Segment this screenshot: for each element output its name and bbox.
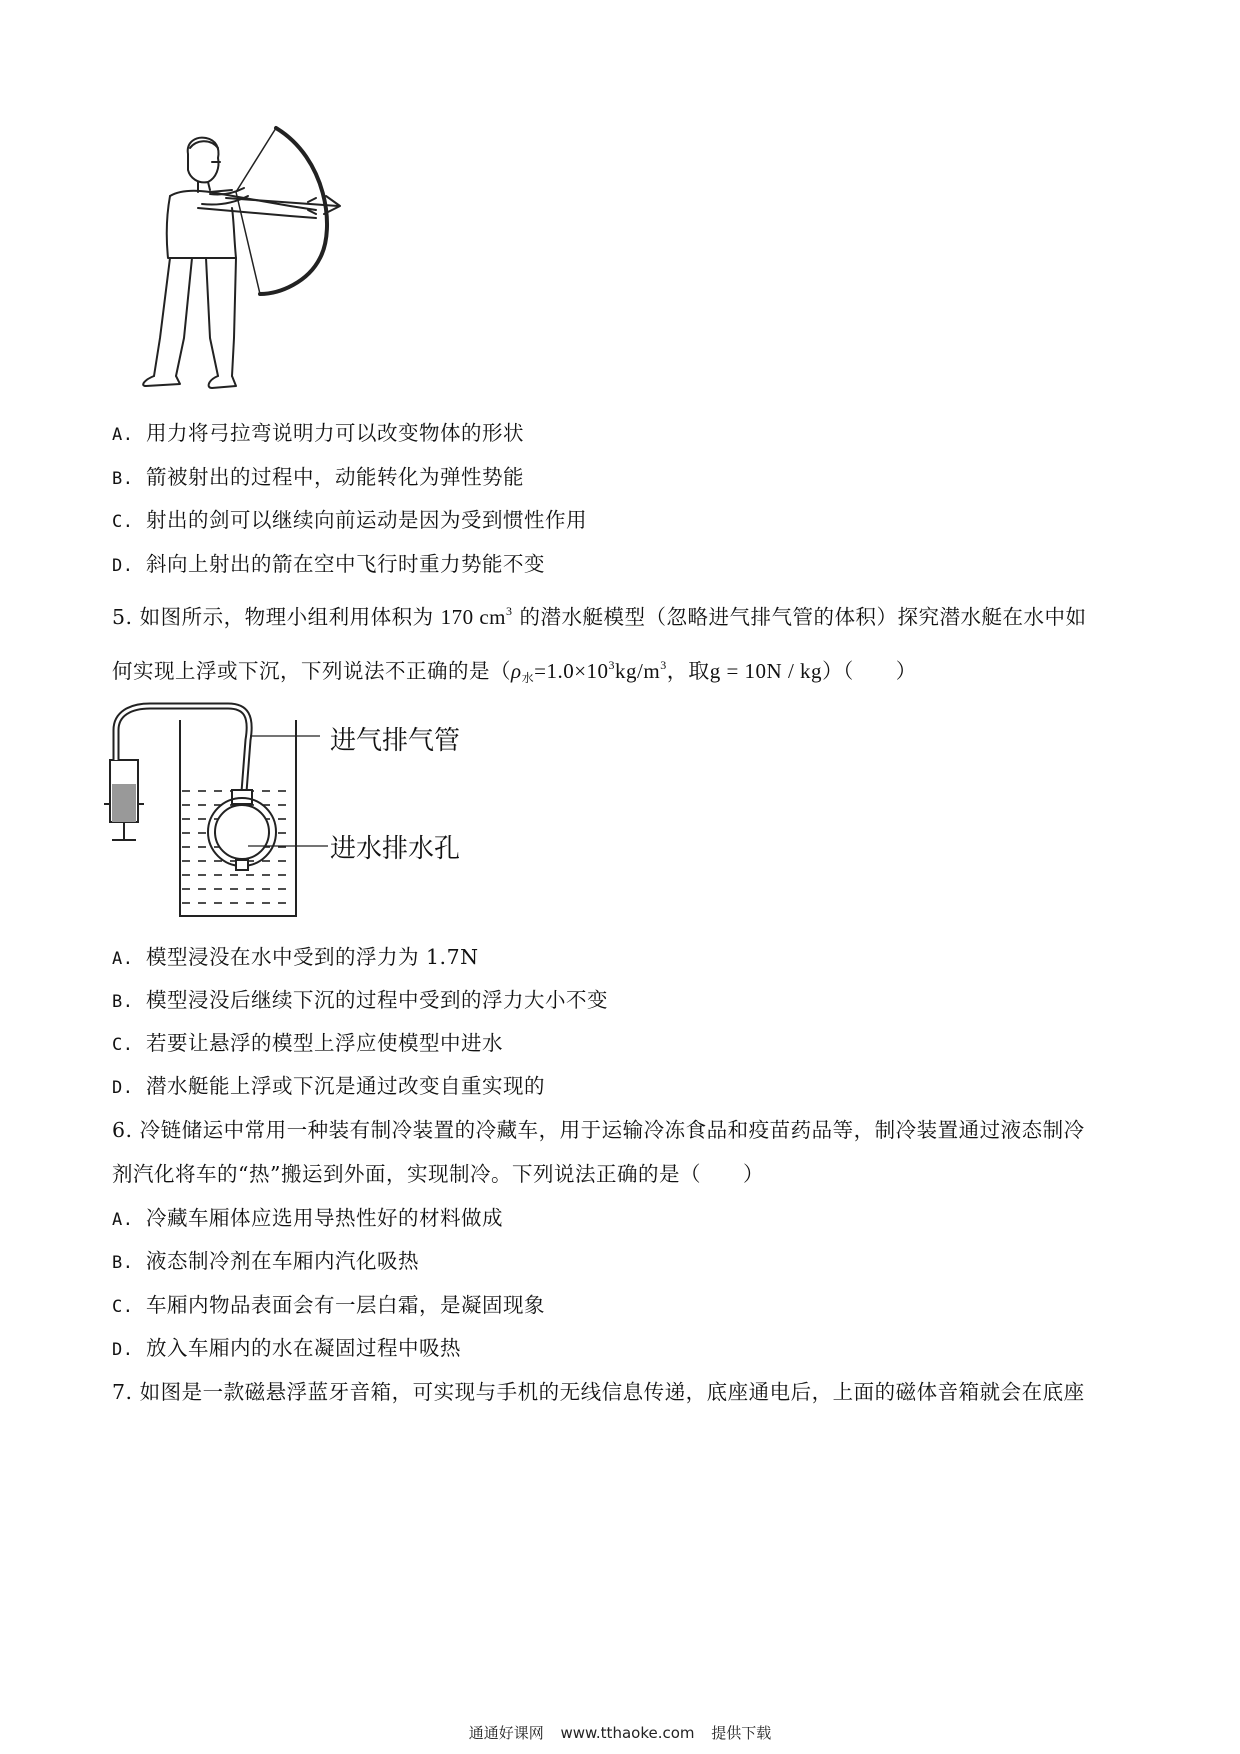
volume-value: 170 xyxy=(440,605,474,629)
q5-option-d xyxy=(112,1069,545,1099)
rho-exponent: 3 xyxy=(608,658,616,672)
volume-exponent: 3 xyxy=(506,604,513,618)
option-label: B. xyxy=(112,1253,134,1273)
option-text: 用力将弓拉弯说明力可以改变物体的形状 xyxy=(146,421,524,445)
q6-option-a xyxy=(112,1201,503,1231)
option-text: 液态制冷剂在车厢内汽化吸热 xyxy=(146,1249,419,1273)
q5-option-c xyxy=(112,1026,503,1056)
q6-option-b xyxy=(112,1244,419,1274)
q4-option-b xyxy=(112,460,524,490)
q4-option-a xyxy=(112,416,524,446)
option-label: A. xyxy=(112,949,134,969)
option-text: 潜水艇能上浮或下沉是通过改变自重实现的 xyxy=(146,1074,545,1098)
q6-stem-line2: 剂汽化将车的“热”搬运到外面，实现制冷。下列说法正确的是（ ） xyxy=(112,1162,764,1186)
q7-stem-line1: 7. 如图是一款磁悬浮蓝牙音箱，可实现与手机的无线信息传递，底座通电后，上面的磁体音箱就会在底座 xyxy=(112,1380,1085,1404)
volume-unit: cm xyxy=(479,605,507,629)
option-text: 若要让悬浮的模型上浮应使模型中进水 xyxy=(146,1031,503,1055)
footer-note: 提供下载 xyxy=(711,1724,772,1742)
option-label: A. xyxy=(112,425,134,445)
q4-option-d xyxy=(112,547,545,577)
q6-option-c xyxy=(112,1288,545,1318)
option-label: D. xyxy=(112,1078,134,1098)
rho-unit: kg/m xyxy=(615,659,661,683)
rho-unit-exponent: 3 xyxy=(660,658,667,672)
option-text: 箭被射出的过程中，动能转化为弹性势能 xyxy=(146,465,524,489)
option-text: 模型浸没在水中受到的浮力为 1.7N xyxy=(146,945,479,969)
q5-option-b xyxy=(112,983,608,1013)
option-text: 射出的剑可以继续向前运动是因为受到惯性作用 xyxy=(146,508,587,532)
option-label: C. xyxy=(112,1297,134,1317)
option-label: D. xyxy=(112,1340,134,1360)
q4-option-c xyxy=(112,503,587,533)
q6-option-d xyxy=(112,1331,461,1361)
rho-symbol: ρ xyxy=(511,659,522,683)
option-text: 模型浸没后继续下沉的过程中受到的浮力大小不变 xyxy=(146,988,608,1012)
q5-option-a xyxy=(112,940,479,970)
option-label: B. xyxy=(112,469,134,489)
q5-stem-line1 xyxy=(112,600,1087,630)
rho-equals: =1.0×10 xyxy=(534,659,609,683)
q5-text-c: 何实现上浮或下沉，下列说法不正确的是（ xyxy=(112,659,511,683)
option-label: C. xyxy=(112,512,134,532)
option-text: 放入车厢内的水在凝固过程中吸热 xyxy=(146,1336,461,1360)
option-text: 车厢内物品表面会有一层白霜，是凝固现象 xyxy=(146,1293,545,1317)
volume-expression xyxy=(441,605,513,629)
q5-text-b: 的潜水艇模型（忽略进气排气管的体积）探究潜水艇在水中如 xyxy=(519,605,1087,629)
g-expression: ，取g = 10N / kg xyxy=(666,659,823,683)
option-label: A. xyxy=(112,1210,134,1230)
page-footer xyxy=(0,1722,1240,1743)
option-text: 冷藏车厢体应选用导热性好的材料做成 xyxy=(146,1206,503,1230)
option-text: 斜向上射出的箭在空中飞行时重力势能不变 xyxy=(146,552,545,576)
option-label: D. xyxy=(112,556,134,576)
q5-stem-line2 xyxy=(112,654,917,686)
density-expression xyxy=(511,659,822,683)
footer-site-name: 通通好课网 xyxy=(468,1724,544,1742)
option-label: C. xyxy=(112,1035,134,1055)
q5-text-a: 5. 如图所示，物理小组利用体积为 xyxy=(112,605,434,629)
rho-subscript: 水 xyxy=(521,671,535,685)
q5-text-d: ）（ ） xyxy=(822,659,917,683)
q6-stem-line1: 6. 冷链储运中常用一种装有制冷装置的冷藏车，用于运输冷冻食品和疫苗药品等，制冷装置通过液态制冷 xyxy=(112,1118,1085,1142)
footer-url[interactable]: www.tthaoke.com xyxy=(560,1724,695,1742)
hole-label: 进水排水孔 xyxy=(330,834,461,864)
option-label: B. xyxy=(112,992,134,1012)
tube-label: 进气排气管 xyxy=(330,726,461,756)
archer-figure xyxy=(140,118,380,448)
